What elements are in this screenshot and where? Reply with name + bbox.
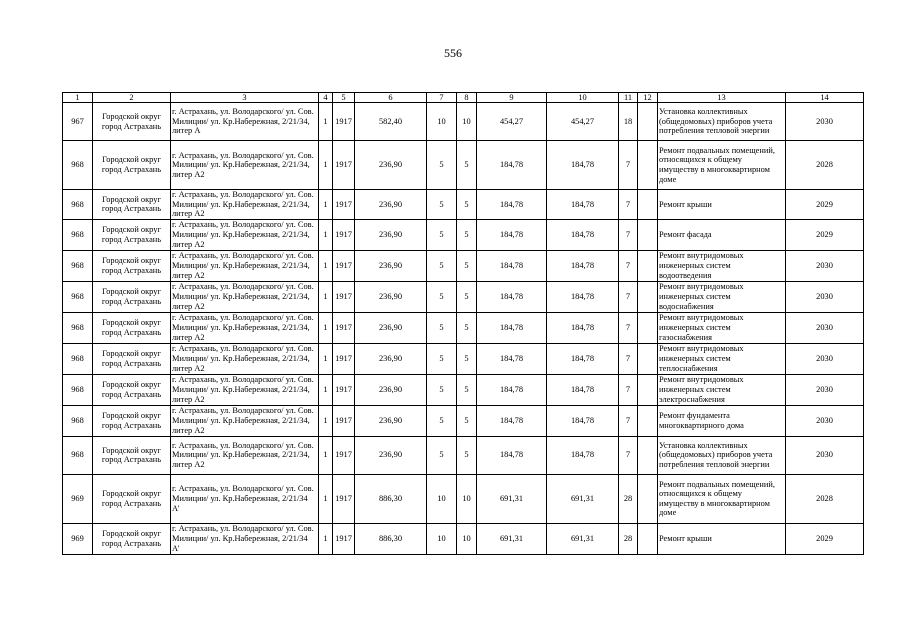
residential-area-cell: 184,78 xyxy=(547,281,619,312)
planned-year-cell: 2028 xyxy=(786,474,864,523)
municipality-cell: Городской округ город Астрахань xyxy=(93,312,171,343)
floors-cell: 5 xyxy=(457,250,477,281)
work-type-cell: Ремонт крыши xyxy=(658,190,786,220)
residents-cell: 7 xyxy=(619,374,638,405)
work-type-cell: Ремонт внутридомовых инженерных систем теплоснабжения xyxy=(658,343,786,374)
municipality-cell: Городской округ город Астрахань xyxy=(93,343,171,374)
area-cell: 184,78 xyxy=(477,405,547,436)
floors-cell: 5 xyxy=(427,436,457,474)
count-cell: 1 xyxy=(319,374,333,405)
empty-cell xyxy=(638,190,658,220)
table-row xyxy=(63,219,864,250)
planned-year-cell: 2029 xyxy=(786,190,864,220)
count-cell: 1 xyxy=(319,141,333,190)
floors-cell: 10 xyxy=(457,474,477,523)
table-row xyxy=(63,405,864,436)
count-cell: 1 xyxy=(319,523,333,554)
work-type-cell: Установка коллективных (общедомовых) приборов учета потребления тепловой энергии xyxy=(658,103,786,141)
table-row xyxy=(63,523,864,554)
floors-cell: 5 xyxy=(427,250,457,281)
municipality-cell: Городской округ город Астрахань xyxy=(93,405,171,436)
floors-cell: 5 xyxy=(427,374,457,405)
header-cell: 5 xyxy=(333,93,355,103)
residents-cell: 7 xyxy=(619,405,638,436)
floors-cell: 10 xyxy=(457,103,477,141)
table-row xyxy=(63,281,864,312)
floors-cell: 5 xyxy=(457,219,477,250)
year-built-cell: 1917 xyxy=(333,436,355,474)
address-cell: г. Астрахань, ул. Володарского/ ул. Сов. Милиции/ ул. Кр.Набережная, 2/21/34, литер А2 xyxy=(171,141,319,190)
total-area-cell: 582,40 xyxy=(355,103,427,141)
header-cell: 1 xyxy=(63,93,93,103)
header-cell: 2 xyxy=(93,93,171,103)
empty-cell xyxy=(638,523,658,554)
year-built-cell: 1917 xyxy=(333,190,355,220)
row-number-cell: 968 xyxy=(63,312,93,343)
total-area-cell: 236,90 xyxy=(355,250,427,281)
header-cell: 13 xyxy=(658,93,786,103)
work-type-cell: Ремонт внутридомовых инженерных систем водоснабжения xyxy=(658,281,786,312)
planned-year-cell: 2030 xyxy=(786,436,864,474)
floors-cell: 5 xyxy=(457,312,477,343)
planned-year-cell: 2030 xyxy=(786,374,864,405)
municipality-cell: Городской округ город Астрахань xyxy=(93,190,171,220)
planned-year-cell: 2028 xyxy=(786,141,864,190)
count-cell: 1 xyxy=(319,343,333,374)
area-cell: 184,78 xyxy=(477,190,547,220)
row-number-cell: 968 xyxy=(63,405,93,436)
address-cell: г. Астрахань, ул. Володарского/ ул. Сов. Милиции/ ул. Кр.Набережная, 2/21/34, литер А2 xyxy=(171,281,319,312)
header-cell: 12 xyxy=(638,93,658,103)
planned-year-cell: 2030 xyxy=(786,343,864,374)
floors-cell: 5 xyxy=(427,281,457,312)
work-type-cell: Ремонт крыши xyxy=(658,523,786,554)
count-cell: 1 xyxy=(319,405,333,436)
area-cell: 184,78 xyxy=(477,312,547,343)
floors-cell: 10 xyxy=(457,523,477,554)
residents-cell: 7 xyxy=(619,436,638,474)
table-row xyxy=(63,141,864,190)
year-built-cell: 1917 xyxy=(333,141,355,190)
floors-cell: 5 xyxy=(427,190,457,220)
header-row xyxy=(63,93,864,103)
year-built-cell: 1917 xyxy=(333,405,355,436)
total-area-cell: 236,90 xyxy=(355,436,427,474)
header-cell: 14 xyxy=(786,93,864,103)
residents-cell: 7 xyxy=(619,250,638,281)
empty-cell xyxy=(638,405,658,436)
total-area-cell: 886,30 xyxy=(355,523,427,554)
header-cell: 9 xyxy=(477,93,547,103)
empty-cell xyxy=(638,436,658,474)
table-row xyxy=(63,312,864,343)
year-built-cell: 1917 xyxy=(333,474,355,523)
count-cell: 1 xyxy=(319,103,333,141)
empty-cell xyxy=(638,250,658,281)
address-cell: г. Астрахань, ул. Володарского/ ул. Сов. Милиции/ ул. Кр.Набережная, 2/21/34, литер А2 xyxy=(171,405,319,436)
residential-area-cell: 184,78 xyxy=(547,190,619,220)
empty-cell xyxy=(638,374,658,405)
floors-cell: 5 xyxy=(457,281,477,312)
floors-cell: 5 xyxy=(457,436,477,474)
residents-cell: 7 xyxy=(619,312,638,343)
row-number-cell: 968 xyxy=(63,141,93,190)
table-row xyxy=(63,250,864,281)
address-cell: г. Астрахань, ул. Володарского/ ул. Сов. Милиции/ ул. Кр.Набережная, 2/21/34, литер А xyxy=(171,103,319,141)
total-area-cell: 236,90 xyxy=(355,281,427,312)
table-row xyxy=(63,436,864,474)
table-body xyxy=(63,103,864,555)
planned-year-cell: 2030 xyxy=(786,281,864,312)
row-number-cell: 968 xyxy=(63,250,93,281)
residents-cell: 7 xyxy=(619,281,638,312)
empty-cell xyxy=(638,343,658,374)
year-built-cell: 1917 xyxy=(333,312,355,343)
year-built-cell: 1917 xyxy=(333,374,355,405)
total-area-cell: 236,90 xyxy=(355,190,427,220)
floors-cell: 5 xyxy=(457,141,477,190)
area-cell: 454,27 xyxy=(477,103,547,141)
residents-cell: 28 xyxy=(619,474,638,523)
area-cell: 184,78 xyxy=(477,219,547,250)
empty-cell xyxy=(638,312,658,343)
address-cell: г. Астрахань, ул. Володарского/ ул. Сов. Милиции/ ул. Кр.Набережная, 2/21/34, литер А2 xyxy=(171,190,319,220)
floors-cell: 5 xyxy=(427,343,457,374)
address-cell: г. Астрахань, ул. Володарского/ ул. Сов. Милиции/ ул. Кр.Набережная, 2/21/34, литер А2 xyxy=(171,374,319,405)
empty-cell xyxy=(638,219,658,250)
total-area-cell: 236,90 xyxy=(355,141,427,190)
table-row xyxy=(63,474,864,523)
residential-area-cell: 184,78 xyxy=(547,405,619,436)
floors-cell: 5 xyxy=(457,343,477,374)
header-cell: 10 xyxy=(547,93,619,103)
area-cell: 184,78 xyxy=(477,436,547,474)
residents-cell: 7 xyxy=(619,343,638,374)
row-number-cell: 967 xyxy=(63,103,93,141)
residents-cell: 7 xyxy=(619,141,638,190)
work-type-cell: Ремонт внутридомовых инженерных систем газоснабжения xyxy=(658,312,786,343)
municipality-cell: Городской округ город Астрахань xyxy=(93,141,171,190)
table-row xyxy=(63,374,864,405)
header-cell: 4 xyxy=(319,93,333,103)
residential-area-cell: 184,78 xyxy=(547,343,619,374)
residential-area-cell: 184,78 xyxy=(547,312,619,343)
area-cell: 184,78 xyxy=(477,281,547,312)
work-type-cell: Установка коллективных (общедомовых) приборов учета потребления тепловой энергии xyxy=(658,436,786,474)
work-type-cell: Ремонт фундамента многоквартирного дома xyxy=(658,405,786,436)
residents-cell: 18 xyxy=(619,103,638,141)
residents-cell: 28 xyxy=(619,523,638,554)
page-number: 556 xyxy=(444,46,462,60)
address-cell: г. Астрахань, ул. Володарского/ ул. Сов. Милиции/ ул. Кр.Набережная, 2/21/34, литер А2 xyxy=(171,343,319,374)
year-built-cell: 1917 xyxy=(333,523,355,554)
year-built-cell: 1917 xyxy=(333,343,355,374)
area-cell: 691,31 xyxy=(477,474,547,523)
capital-repair-table xyxy=(62,92,864,555)
municipality-cell: Городской округ город Астрахань xyxy=(93,250,171,281)
count-cell: 1 xyxy=(319,312,333,343)
planned-year-cell: 2029 xyxy=(786,523,864,554)
residents-cell: 7 xyxy=(619,190,638,220)
empty-cell xyxy=(638,474,658,523)
floors-cell: 5 xyxy=(457,374,477,405)
planned-year-cell: 2030 xyxy=(786,250,864,281)
area-cell: 184,78 xyxy=(477,374,547,405)
row-number-cell: 968 xyxy=(63,281,93,312)
count-cell: 1 xyxy=(319,436,333,474)
municipality-cell: Городской округ город Астрахань xyxy=(93,219,171,250)
total-area-cell: 236,90 xyxy=(355,312,427,343)
year-built-cell: 1917 xyxy=(333,219,355,250)
address-cell: г. Астрахань, ул. Володарского/ ул. Сов. Милиции/ ул. Кр.Набережная, 2/21/34, литер А2 xyxy=(171,312,319,343)
header-cell: 7 xyxy=(427,93,457,103)
floors-cell: 5 xyxy=(427,219,457,250)
row-number-cell: 968 xyxy=(63,190,93,220)
header-cell: 11 xyxy=(619,93,638,103)
address-cell: г. Астрахань, ул. Володарского/ ул. Сов. Милиции/ ул. Кр.Набережная, 2/21/34 А' xyxy=(171,523,319,554)
year-built-cell: 1917 xyxy=(333,281,355,312)
work-type-cell: Ремонт внутридомовых инженерных систем водоотведения xyxy=(658,250,786,281)
municipality-cell: Городской округ город Астрахань xyxy=(93,523,171,554)
count-cell: 1 xyxy=(319,190,333,220)
residential-area-cell: 454,27 xyxy=(547,103,619,141)
residential-area-cell: 184,78 xyxy=(547,436,619,474)
area-cell: 691,31 xyxy=(477,523,547,554)
count-cell: 1 xyxy=(319,219,333,250)
floors-cell: 5 xyxy=(427,405,457,436)
year-built-cell: 1917 xyxy=(333,103,355,141)
address-cell: г. Астрахань, ул. Володарского/ ул. Сов. Милиции/ ул. Кр.Набережная, 2/21/34, литер А2 xyxy=(171,250,319,281)
work-type-cell: Ремонт подвальных помещений, относящихся к общему имуществу в многоквартирном доме xyxy=(658,474,786,523)
total-area-cell: 236,90 xyxy=(355,219,427,250)
row-number-cell: 969 xyxy=(63,474,93,523)
residential-area-cell: 184,78 xyxy=(547,141,619,190)
floors-cell: 5 xyxy=(457,190,477,220)
municipality-cell: Городской округ город Астрахань xyxy=(93,103,171,141)
row-number-cell: 968 xyxy=(63,374,93,405)
header-cell: 6 xyxy=(355,93,427,103)
residential-area-cell: 691,31 xyxy=(547,523,619,554)
work-type-cell: Ремонт внутридомовых инженерных систем электроснабжения xyxy=(658,374,786,405)
table-row xyxy=(63,343,864,374)
residential-area-cell: 184,78 xyxy=(547,374,619,405)
floors-cell: 5 xyxy=(457,405,477,436)
residential-area-cell: 184,78 xyxy=(547,250,619,281)
floors-cell: 10 xyxy=(427,523,457,554)
header-cell: 8 xyxy=(457,93,477,103)
address-cell: г. Астрахань, ул. Володарского/ ул. Сов. Милиции/ ул. Кр.Набережная, 2/21/34, литер А2 xyxy=(171,436,319,474)
row-number-cell: 968 xyxy=(63,343,93,374)
empty-cell xyxy=(638,103,658,141)
area-cell: 184,78 xyxy=(477,343,547,374)
residents-cell: 7 xyxy=(619,219,638,250)
floors-cell: 10 xyxy=(427,474,457,523)
residential-area-cell: 691,31 xyxy=(547,474,619,523)
floors-cell: 5 xyxy=(427,312,457,343)
floors-cell: 10 xyxy=(427,103,457,141)
count-cell: 1 xyxy=(319,281,333,312)
header-cell: 3 xyxy=(171,93,319,103)
residential-area-cell: 184,78 xyxy=(547,219,619,250)
table-row xyxy=(63,103,864,141)
empty-cell xyxy=(638,141,658,190)
row-number-cell: 968 xyxy=(63,219,93,250)
planned-year-cell: 2030 xyxy=(786,103,864,141)
municipality-cell: Городской округ город Астрахань xyxy=(93,474,171,523)
count-cell: 1 xyxy=(319,250,333,281)
row-number-cell: 968 xyxy=(63,436,93,474)
planned-year-cell: 2030 xyxy=(786,312,864,343)
total-area-cell: 236,90 xyxy=(355,374,427,405)
work-type-cell: Ремонт фасада xyxy=(658,219,786,250)
floors-cell: 5 xyxy=(427,141,457,190)
municipality-cell: Городской округ город Астрахань xyxy=(93,436,171,474)
address-cell: г. Астрахань, ул. Володарского/ ул. Сов. Милиции/ ул. Кр.Набережная, 2/21/34 А' xyxy=(171,474,319,523)
municipality-cell: Городской округ город Астрахань xyxy=(93,281,171,312)
empty-cell xyxy=(638,281,658,312)
municipality-cell: Городской округ город Астрахань xyxy=(93,374,171,405)
total-area-cell: 236,90 xyxy=(355,405,427,436)
total-area-cell: 886,30 xyxy=(355,474,427,523)
row-number-cell: 969 xyxy=(63,523,93,554)
area-cell: 184,78 xyxy=(477,250,547,281)
total-area-cell: 236,90 xyxy=(355,343,427,374)
count-cell: 1 xyxy=(319,474,333,523)
table-row xyxy=(63,190,864,220)
planned-year-cell: 2029 xyxy=(786,219,864,250)
planned-year-cell: 2030 xyxy=(786,405,864,436)
work-type-cell: Ремонт подвальных помещений, относящихся к общему имуществу в многоквартирном доме xyxy=(658,141,786,190)
year-built-cell: 1917 xyxy=(333,250,355,281)
area-cell: 184,78 xyxy=(477,141,547,190)
address-cell: г. Астрахань, ул. Володарского/ ул. Сов. Милиции/ ул. Кр.Набережная, 2/21/34, литер А2 xyxy=(171,219,319,250)
